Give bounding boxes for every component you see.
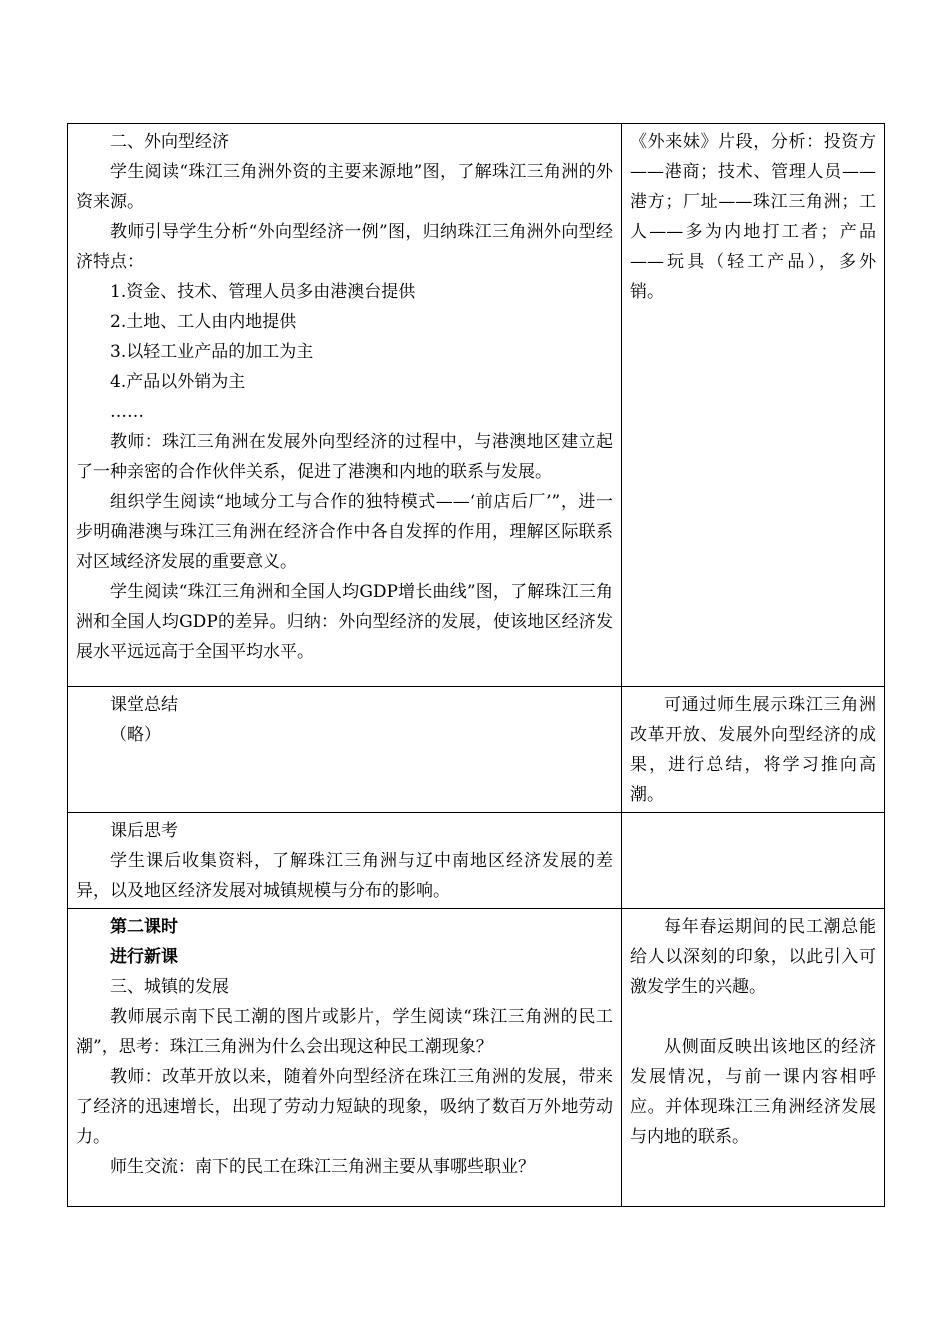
paragraph: 教师：改革开放以来，随着外向型经济在珠江三角洲的发展，带来了经济的迅速增长，出现了劳动力短缺的现象，吸纳了数百万外地劳动力。 [76, 1067, 613, 1147]
paragraph: 学生阅读“珠江三角洲和全国人均GDP增长曲线”图，了解珠江三角洲和全国人均GDP的差异。归纳：外向型经济的发展，使该地区经济发展水平远远高于全国平均水平。 [76, 582, 613, 662]
design-notes-cell [622, 813, 885, 909]
design-notes-cell [622, 909, 885, 1207]
subheading: 进行新课 [110, 947, 178, 967]
section-heading: 三、城镇的发展 [110, 977, 229, 997]
list-item: 4.产品以外销为主 [110, 372, 246, 392]
note-paragraph: 每年春运期间的民工潮总能给人以深刻的印象，以此引入可激发学生的兴趣。 [630, 917, 876, 997]
section-heading: 二、外向型经济 [110, 132, 229, 152]
list-item: 3.以轻工业产品的加工为主 [110, 342, 314, 362]
ellipsis: …… [110, 402, 144, 422]
teaching-process-cell [68, 687, 622, 813]
section-heading: 课后思考 [110, 821, 178, 841]
table-row-summary [68, 687, 885, 813]
teaching-process-cell [68, 813, 622, 909]
lesson-heading: 第二课时 [110, 917, 178, 937]
design-notes-cell [622, 124, 885, 687]
list-item: 1.资金、技术、管理人员多由港澳台提供 [110, 282, 416, 302]
table-row-second-lesson [68, 909, 885, 1207]
paragraph: 教师展示南下民工潮的图片或影片，学生阅读“珠江三角洲的民工潮”，思考：珠江三角洲为什么会出现这种民工潮现象？ [76, 1007, 613, 1057]
table-row-outward-economy [68, 124, 885, 687]
design-notes-cell [622, 687, 885, 813]
paragraph: 教师引导学生分析“外向型经济一例”图，归纳珠江三角洲外向型经济特点： [76, 222, 613, 272]
teaching-process-cell [68, 124, 622, 687]
table-row-after-class [68, 813, 885, 909]
paragraph: （略） [110, 725, 161, 745]
teaching-process-cell [68, 909, 622, 1207]
paragraph: 组织学生阅读“地域分工与合作的独特模式——‘前店后厂’”，进一步明确港澳与珠江三角洲在经济合作中各自发挥的作用，理解区际联系对区域经济发展的重要意义。 [76, 492, 613, 572]
note-paragraph: 《外来妹》片段，分析：投资方——港商；技术、管理人员——港方；厂址——珠江三角洲；工人——多为内地打工者；产品——玩具（轻工产品），多外销。 [630, 132, 876, 302]
note-paragraph: 可通过师生展示珠江三角洲改革开放、发展外向型经济的成果，进行总结，将学习推向高潮。 [630, 695, 876, 805]
paragraph: 师生交流：南下的民工在珠江三角洲主要从事哪些职业？ [110, 1157, 535, 1177]
list-item: 2.土地、工人由内地提供 [110, 312, 297, 332]
note-paragraph: 从侧面反映出该地区的经济发展情况，与前一课内容相呼应。并体现珠江三角洲经济发展与内地的联系。 [630, 1037, 876, 1147]
lesson-plan-table [67, 123, 885, 1207]
paragraph: 学生阅读“珠江三角洲外资的主要来源地”图，了解珠江三角洲的外资来源。 [76, 162, 613, 212]
paragraph: 教师：珠江三角洲在发展外向型经济的过程中，与港澳地区建立起了一种亲密的合作伙伴关系，促进了港澳和内地的联系与发展。 [76, 432, 613, 482]
section-heading: 课堂总结 [110, 695, 178, 715]
paragraph: 学生课后收集资料，了解珠江三角洲与辽中南地区经济发展的差异，以及地区经济发展对城镇规模与分布的影响。 [76, 851, 613, 901]
